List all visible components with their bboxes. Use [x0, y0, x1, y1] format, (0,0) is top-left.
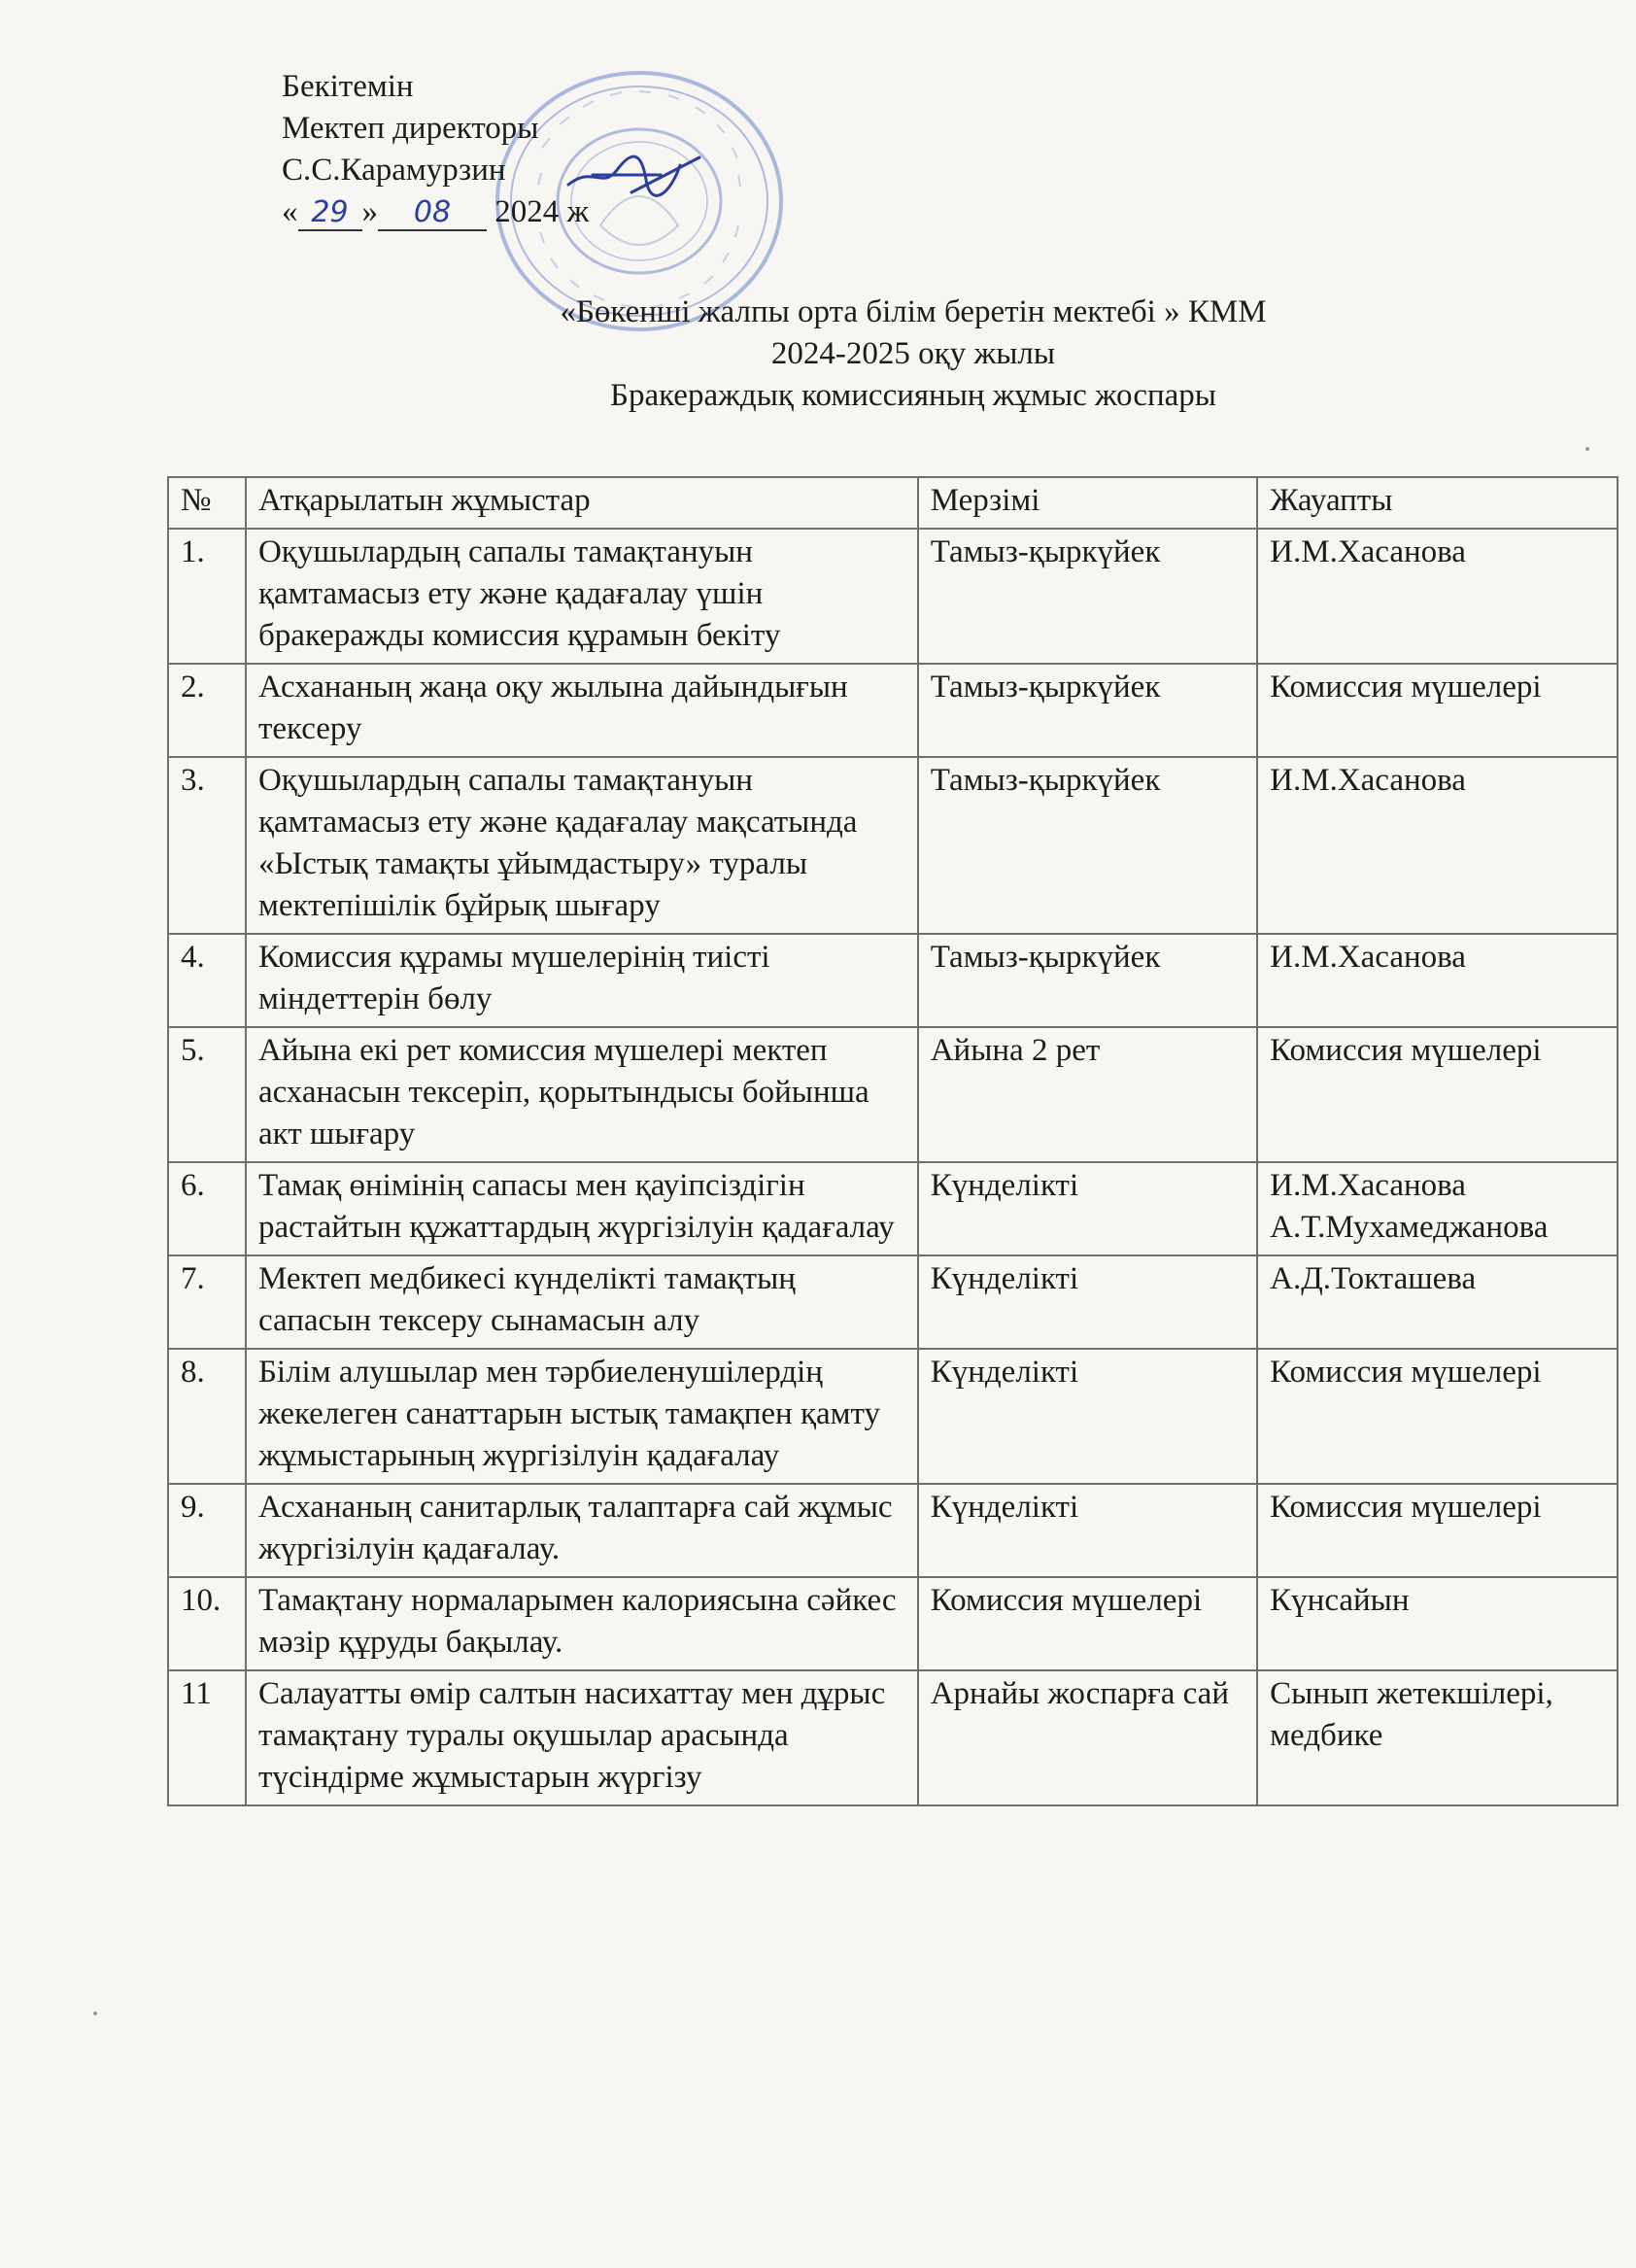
- row-term: Күнделiктi: [918, 1484, 1257, 1577]
- row-responsible: И.М.Хасанова А.Т.Мухамеджанова: [1257, 1162, 1618, 1255]
- row-term: Тамыз-қыркүйек: [918, 664, 1257, 757]
- school-name: «Бөкеншi жалпы орта бiлiм беретiн мектебi » КММ: [560, 294, 1267, 329]
- approval-position: Мектеп директоры: [282, 111, 539, 146]
- row-term: Тамыз-қыркүйек: [918, 529, 1257, 664]
- table-row: [168, 1577, 1618, 1670]
- row-responsible: Күнсайын: [1257, 1577, 1618, 1670]
- row-responsible: И.М.Хасанова: [1257, 757, 1618, 934]
- row-task: Салауатты өмiр салтын насихаттау мен дұрыс тамақтану туралы оқушылар арасында түсiндiрме жұмыстарын жүргiзу: [246, 1670, 918, 1805]
- scan-speck: [93, 2011, 97, 2015]
- row-number: 3.: [168, 757, 246, 934]
- row-term: Тамыз-қыркүйек: [918, 757, 1257, 934]
- scan-speck: [1585, 447, 1589, 451]
- row-number: 11: [168, 1670, 246, 1805]
- row-number: 7.: [168, 1255, 246, 1349]
- header-task: Атқарылатын жұмыстар: [246, 477, 918, 529]
- row-number: 9.: [168, 1484, 246, 1577]
- row-responsible: А.Д.Токташева: [1257, 1255, 1618, 1349]
- date-day: 29: [298, 196, 362, 231]
- row-task: Айына екi рет комиссия мүшелерi мектеп асханасын тексерiп, қорытындысы бойынша акт шығару: [246, 1027, 918, 1162]
- table-row: [168, 757, 1618, 934]
- document-header: [0, 292, 1636, 417]
- row-responsible: Комиссия мүшелерi: [1257, 1484, 1618, 1577]
- date-year: 2024 ж: [494, 194, 590, 229]
- work-plan-table: [167, 476, 1619, 1806]
- row-responsible: Комиссия мүшелерi: [1257, 1027, 1618, 1162]
- row-term: Күнделiктi: [918, 1162, 1257, 1255]
- table-row: [168, 1162, 1618, 1255]
- academic-year: 2024-2025 оқу жылы: [770, 336, 1056, 371]
- table-row: [168, 1255, 1618, 1349]
- date-open-quote: «: [282, 194, 298, 229]
- table-row: [168, 934, 1618, 1027]
- row-number: 6.: [168, 1162, 246, 1255]
- table-row: [168, 1484, 1618, 1577]
- row-task: Оқушылардың сапалы тамақтануын қамтамасыз ету және қадағалау мақсатында «Ыстық тамақты ұйымдастыру» туралы мектепiшiлiк бұйрық шығару: [246, 757, 918, 934]
- row-task: Тамақтану нормаларымен калориясына сәйкес мәзiр құруды бақылау.: [246, 1577, 918, 1670]
- row-task: Асхананың жаңа оқу жылына дайындығын тексеру: [246, 664, 918, 757]
- row-task: Тамақ өнiмiнiң сапасы мен қауiпсiздiгiн растайтын құжаттардың жүргiзiлуiн қадағалау: [246, 1162, 918, 1255]
- row-responsible: Комиссия мүшелерi: [1257, 664, 1618, 757]
- table-row: [168, 1670, 1618, 1805]
- row-number: 5.: [168, 1027, 246, 1162]
- table-row: [168, 1349, 1618, 1484]
- approval-director-name: С.С.Карамурзин: [282, 153, 506, 188]
- header-responsible: Жауапты: [1257, 477, 1618, 529]
- row-task: Оқушылардың сапалы тамақтануын қамтамасыз ету және қадағалау үшiн бракеражды комиссия құрамын бекiту: [246, 529, 918, 664]
- row-term: Айына 2 рет: [918, 1027, 1257, 1162]
- row-task: Мектеп медбикесi күнделiктi тамақтың сапасын тексеру сынамасын алу: [246, 1255, 918, 1349]
- row-number: 10.: [168, 1577, 246, 1670]
- approval-block: [282, 66, 589, 233]
- approval-title: Бекітемін: [282, 69, 414, 104]
- row-number: 8.: [168, 1349, 246, 1484]
- row-term: Күнделiктi: [918, 1349, 1257, 1484]
- date-close-quote: »: [361, 194, 378, 229]
- row-responsible: И.М.Хасанова: [1257, 934, 1618, 1027]
- row-task: Комиссия құрамы мүшелерiнiң тиiстi мiндеттерiн бөлу: [246, 934, 918, 1027]
- header-term: Мерзiмi: [918, 477, 1257, 529]
- date-month: 08: [378, 196, 487, 231]
- row-number: 2.: [168, 664, 246, 757]
- table-row: [168, 529, 1618, 664]
- row-responsible: Сынып жетекшiлерi, медбике: [1257, 1670, 1618, 1805]
- row-responsible: И.М.Хасанова: [1257, 529, 1618, 664]
- row-term: Күнделiктi: [918, 1255, 1257, 1349]
- approval-date: [282, 191, 589, 233]
- row-number: 1.: [168, 529, 246, 664]
- row-term: Тамыз-қыркүйек: [918, 934, 1257, 1027]
- header-number: №: [168, 477, 246, 529]
- plan-title: Бракераждық комиссияның жұмыс жоспары: [610, 378, 1216, 413]
- row-term: Арнайы жоспарға сай: [918, 1670, 1257, 1805]
- table-header-row: [168, 477, 1618, 529]
- row-responsible: Комиссия мүшелерi: [1257, 1349, 1618, 1484]
- row-number: 4.: [168, 934, 246, 1027]
- row-term: Комиссия мүшелерi: [918, 1577, 1257, 1670]
- row-task: Асхананың санитарлық талаптарға сай жұмыс жүргiзiлуiн қадағалау.: [246, 1484, 918, 1577]
- table-row: [168, 1027, 1618, 1162]
- row-task: Бiлiм алушылар мен тәрбиеленушiлердiң жекелеген санаттарын ыстық тамақпен қамту жұмыстарының жүргiзiлуiн қадағалау: [246, 1349, 918, 1484]
- table-row: [168, 664, 1618, 757]
